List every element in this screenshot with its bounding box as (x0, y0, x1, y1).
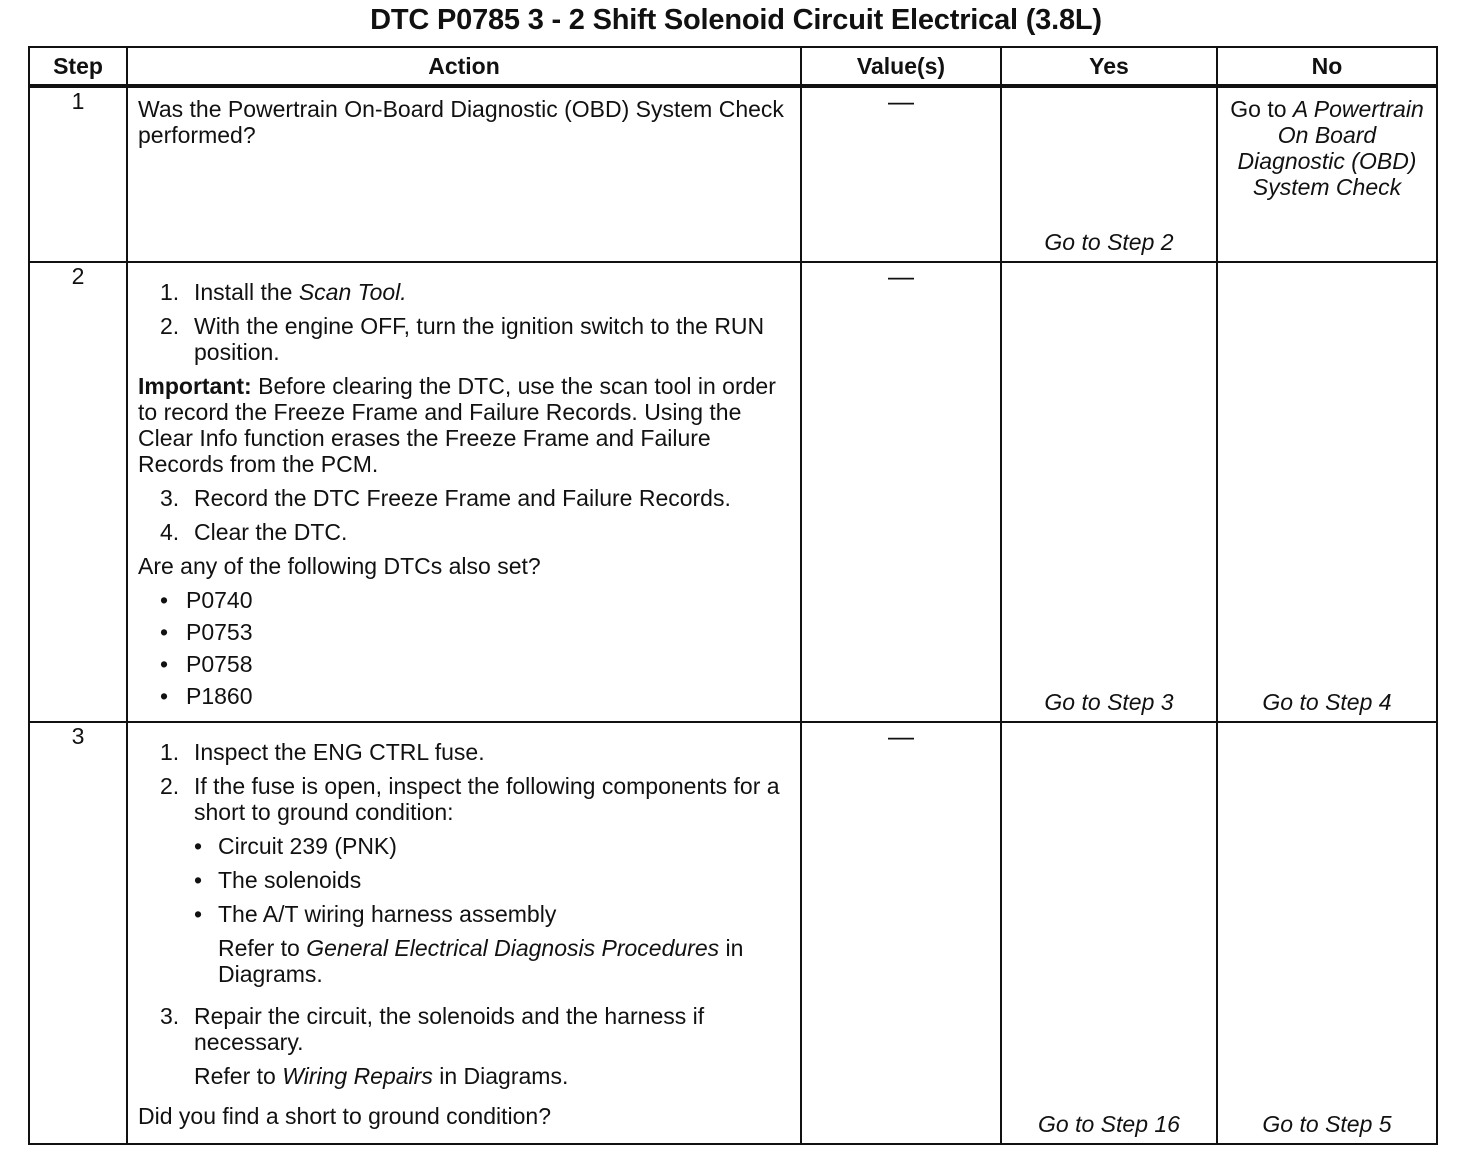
reference-note: Refer to General Electrical Diagnosis Procedures in Diagrams. (218, 935, 744, 987)
step-number: 1 (29, 86, 127, 262)
no-go-to: Go to Step 5 (1262, 1111, 1392, 1137)
list-item: • The A/T wiring harness assembly (194, 901, 557, 927)
yes-go-to: Go to Step 2 (1044, 229, 1174, 255)
header-action: Action (127, 47, 801, 86)
table-row (29, 86, 1437, 262)
action-step-1: 1. Inspect the ENG CTRL fuse. (160, 739, 485, 765)
action-question: Are any of the following DTCs also set? (138, 553, 541, 579)
list-item: • The solenoids (194, 867, 362, 893)
no-cell (1217, 722, 1437, 1144)
header-step: Step (29, 47, 127, 86)
action-step-1: 1. Install the Scan Tool. (160, 279, 407, 305)
action-step-4: 4. Clear the DTC. (160, 519, 348, 545)
header-yes: Yes (1001, 47, 1217, 86)
page-title: DTC P0785 3 - 2 Shift Solenoid Circuit Electrical (3.8L) (370, 4, 1102, 36)
no-cell (1217, 262, 1437, 722)
value-cell: — (801, 262, 1001, 722)
important-note: Important: Before clearing the DTC, use the scan tool in order to record the Freeze Frame and Failure Records. Using the Clear Info function erases the Freeze Frame and Failure Records from the PCM. (138, 373, 776, 477)
list-item: • P0740 (160, 587, 253, 613)
no-go-to-link: A Powertrain On Board Diagnostic (OBD) System Check (1237, 96, 1424, 200)
action-question: Was the Powertrain On-Board Diagnostic (OBD) System Check performed? (138, 96, 784, 148)
table-row (29, 262, 1437, 722)
value-cell: — (801, 722, 1001, 1144)
table-row (29, 722, 1437, 1144)
action-step-2: 2. If the fuse is open, inspect the following components for a short to ground condition: • Circuit 239 (PNK) • The solenoids • The A/T wiring harness assembly Refer to General Electrical Diagnosis Procedures in Diagrams. (160, 773, 790, 995)
action-step-3: 3. Record the DTC Freeze Frame and Failure Records. (160, 485, 731, 511)
no-go-to: Go to Step 4 (1262, 689, 1392, 715)
yes-cell (1001, 86, 1217, 262)
yes-cell (1001, 262, 1217, 722)
action-cell (127, 262, 801, 722)
diagnostic-table (28, 46, 1438, 1145)
yes-go-to: Go to Step 16 (1038, 1111, 1180, 1137)
list-item: • P0758 (160, 651, 253, 677)
no-go-to-prefix: Go to (1230, 96, 1293, 122)
step-number: 2 (29, 262, 127, 722)
reference-note: Refer to Wiring Repairs in Diagrams. (194, 1063, 569, 1089)
list-item: • Circuit 239 (PNK) (194, 833, 397, 859)
list-item: • P0753 (160, 619, 253, 645)
no-go-to (1218, 88, 1436, 200)
action-cell (127, 86, 801, 262)
yes-go-to: Go to Step 3 (1044, 689, 1174, 715)
yes-cell (1001, 722, 1217, 1144)
table-header-row (29, 47, 1437, 86)
header-values: Value(s) (801, 47, 1001, 86)
action-step-2: 2. With the engine OFF, turn the ignition switch to the RUN position. (160, 313, 765, 365)
header-no: No (1217, 47, 1437, 86)
action-step-3: 3. Repair the circuit, the solenoids and the harness if necessary. Refer to Wiring Repairs in Diagrams. (160, 1003, 790, 1097)
action-cell (127, 722, 801, 1144)
value-cell: — (801, 86, 1001, 262)
step-number: 3 (29, 722, 127, 1144)
no-cell (1217, 86, 1437, 262)
list-item: • P1860 (160, 683, 253, 709)
action-question: Did you find a short to ground condition? (138, 1103, 551, 1129)
